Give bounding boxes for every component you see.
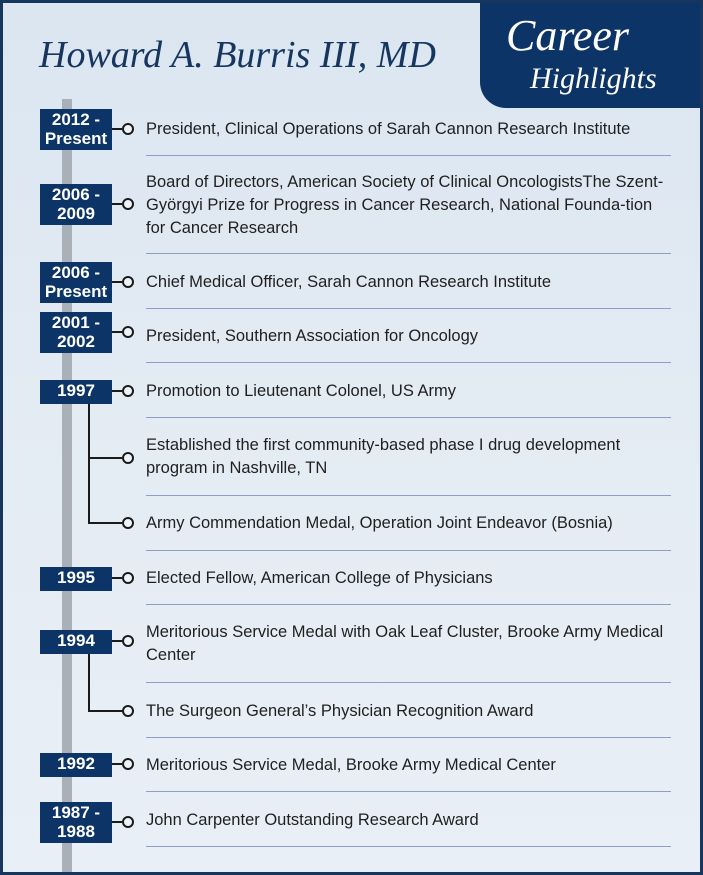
timeline-node (122, 816, 134, 828)
connector-line (112, 640, 122, 642)
row-separator (146, 308, 671, 309)
row-separator (146, 682, 671, 683)
event-text: The Surgeon General’s Physician Recognition Award (146, 702, 534, 720)
connector-line (112, 203, 122, 205)
row-separator (146, 417, 671, 418)
row-separator (146, 253, 671, 254)
timeline-node (122, 452, 134, 464)
timeline-node (122, 758, 134, 770)
event-text: President, Southern Association for Oncology (146, 327, 479, 345)
timeline-node (122, 198, 134, 210)
timeline-node (122, 385, 134, 397)
year-label-2012-present: 2012 - Present (40, 109, 112, 150)
connector-line (88, 710, 122, 712)
row-separator (146, 846, 671, 847)
timeline-node (122, 123, 134, 135)
connector-line (112, 390, 122, 392)
connector-line (112, 763, 122, 765)
event-text: Elected Fellow, American College of Physicians (146, 569, 493, 587)
connector-line (112, 281, 122, 283)
connector-line (112, 821, 122, 823)
row-separator (146, 550, 671, 551)
year-label-2001-2002: 2001 - 2002 (40, 312, 112, 353)
row-separator (146, 737, 671, 738)
connector-line (112, 331, 122, 333)
connector-line (112, 128, 122, 130)
row-separator (146, 604, 671, 605)
event-text: President, Clinical Operations of Sarah Cannon Research Institute (146, 120, 631, 138)
event-text: Established the first community-based phase I drug development program in Nashville, TN (146, 436, 621, 477)
connector-line (112, 577, 122, 579)
timeline-node (122, 326, 134, 338)
connector-line (88, 522, 122, 524)
timeline-node (122, 572, 134, 584)
event-text: John Carpenter Outstanding Research Award (146, 811, 479, 829)
event-text: Promotion to Lieutenant Colonel, US Army (146, 382, 456, 400)
event-text: Meritorious Service Medal with Oak Leaf Cluster, Brooke Army Medical Center (146, 623, 664, 664)
timeline-node (122, 517, 134, 529)
year-label-1997: 1997 (40, 380, 112, 404)
badge-title: Career (506, 11, 630, 60)
row-separator (146, 791, 671, 792)
year-label-1995: 1995 (40, 567, 112, 591)
row-separator (146, 155, 671, 156)
career-highlights-badge (480, 0, 703, 108)
timeline-node (122, 705, 134, 717)
branch-line (88, 404, 90, 524)
year-label-1992: 1992 (40, 753, 112, 777)
event-text: Chief Medical Officer, Sarah Cannon Research Institute (146, 273, 552, 291)
event-text: Meritorious Service Medal, Brooke Army Medical Center (146, 756, 556, 774)
page-title: Howard A. Burris III, MD (39, 34, 436, 76)
branch-line (88, 654, 90, 712)
year-label-1994: 1994 (40, 630, 112, 654)
year-label-1987-1988: 1987 - 1988 (40, 802, 112, 843)
event-text: Army Commendation Medal, Operation Joint Endeavor (Bosnia) (146, 514, 613, 532)
row-separator (146, 495, 671, 496)
year-label-2006-2009: 2006 - 2009 (40, 184, 112, 225)
timeline-node (122, 276, 134, 288)
timeline-node (122, 635, 134, 647)
event-text: Board of Directors, American Society of Clinical OncologistsThe Szent-Györgyi Prize for Progress in Cancer Research, National Founda-tion for Cancer Research (146, 173, 664, 237)
badge-subtitle: Highlights (530, 62, 657, 95)
connector-line (88, 457, 122, 459)
row-separator (146, 362, 671, 363)
year-label-2006-present: 2006 - Present (40, 262, 112, 303)
